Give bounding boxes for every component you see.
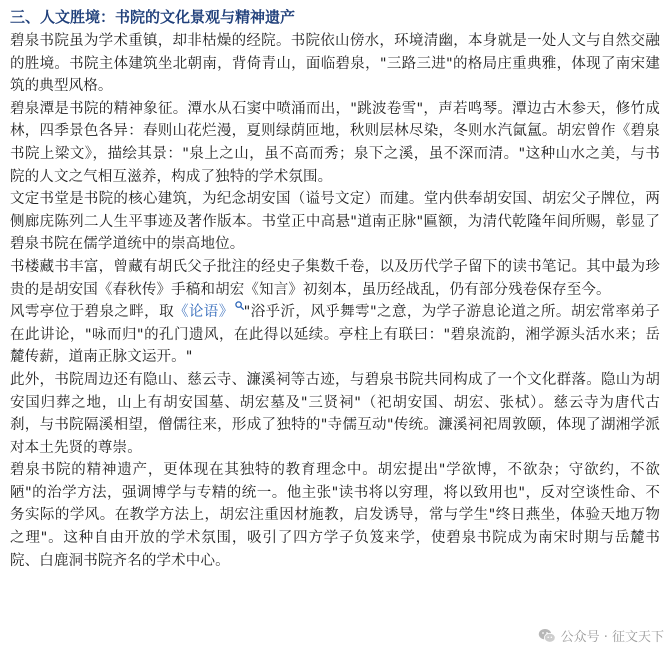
watermark-text: 公众号 · 征文天下 bbox=[560, 630, 664, 645]
watermark bbox=[538, 626, 664, 645]
paragraph-environment: 碧泉书院虽为学术重镇，却非枯燥的经院。书院依山傍水，环境清幽，本身就是一处人文与自然交融的胜境。书院主体建筑坐北朝南，背倚青山，面临碧泉，"三路三进"的格局庄重典雅，体现了南宋建筑的典型风格。 bbox=[10, 33, 660, 95]
paragraph-text-before: 风雩亭位于碧泉之畔，取 bbox=[10, 304, 174, 321]
paragraph-fengyu-pavilion bbox=[10, 301, 660, 369]
paragraph-library: 书楼藏书丰富，曾藏有胡氏父子批注的经史子集数千卷，以及历代学子留下的读书笔记。其中最为珍贵的是胡安国《春秋传》手稿和胡宏《知言》初刻本，虽历经战乱，仍有部分残卷保存至今。 bbox=[10, 258, 660, 298]
section-heading: 三、人文胜境：书院的文化景观与精神遗产 bbox=[10, 8, 296, 26]
wechat-icon bbox=[538, 628, 556, 644]
search-icon[interactable] bbox=[235, 301, 244, 310]
paragraph-surroundings: 此外，书院周边还有隐山、慈云寺、濂溪祠等古迹，与碧泉书院共同构成了一个文化群落。隐山为胡安国归葬之地，山上有胡安国墓、胡宏墓及"三贤祠"（祀胡安国、胡宏、张栻）。慈云寺为唐代古刹，与书院隔溪相望，僧儒往来，形成了独特的"寺儒互动"传统。濂溪祠祀周敦颐，体现了湖湘学派对本土先贤的尊崇。 bbox=[10, 371, 660, 456]
paragraph-wending-hall: 文定书堂是书院的核心建筑，为纪念胡安国（谥号文定）而建。堂内供奉胡安国、胡宏父子牌位，两侧廊庑陈列二人生平事迹及著作版本。书堂正中高悬"道南正脉"匾额，为清代乾隆年间所赐，彰显了碧泉书院在儒学道统中的崇高地位。 bbox=[10, 191, 660, 253]
paragraph-spiritual-legacy: 碧泉书院的精神遗产，更体现在其独特的教育理念中。胡宏提出"学欲博，不欲杂；守欲约，不欲陋"的治学方法，强调博学与专精的统一。他主张"读书将以穷理，将以致用也"，反对空谈性命、不务实际的学风。在教学方法上，胡宏注重因材施教，启发诱导，常与学生"终日燕坐，体验天地万物之理"。这种自由开放的学术氛围，吸引了四方学子负笈来学，使碧泉书院成为南宋时期与岳麓书院、白鹿洞书院齐名的学术中心。 bbox=[10, 462, 660, 569]
lunyu-search-link[interactable]: 《论语》 bbox=[173, 304, 234, 321]
paragraph-text-after: "浴乎沂，风乎舞雩"之意，为学子游息论道之所。胡宏常率弟子在此讲论，"咏而归"的孔门遗风，在此得以延续。亭柱上有联曰："碧泉流韵，湘学源头活水来；岳麓传薪，道南正脉文运开。" bbox=[10, 304, 661, 366]
article bbox=[10, 6, 660, 572]
paragraph-biquan-pool: 碧泉潭是书院的精神象征。潭水从石窦中喷涌而出，"跳波卷雪"，声若鸣琴。潭边古木参天，修竹成林，四季景色各异：春则山花烂漫，夏则绿荫匝地，秋则层林尽染，冬则水汽氤氲。胡宏曾作《碧泉书院上梁文》，描绘其景："泉上之山，虽不高而秀；泉下之溪，虽不深而清。"这种山水之美，与书院的人文之气相互滋养，构成了独特的学术氛围。 bbox=[10, 100, 660, 185]
